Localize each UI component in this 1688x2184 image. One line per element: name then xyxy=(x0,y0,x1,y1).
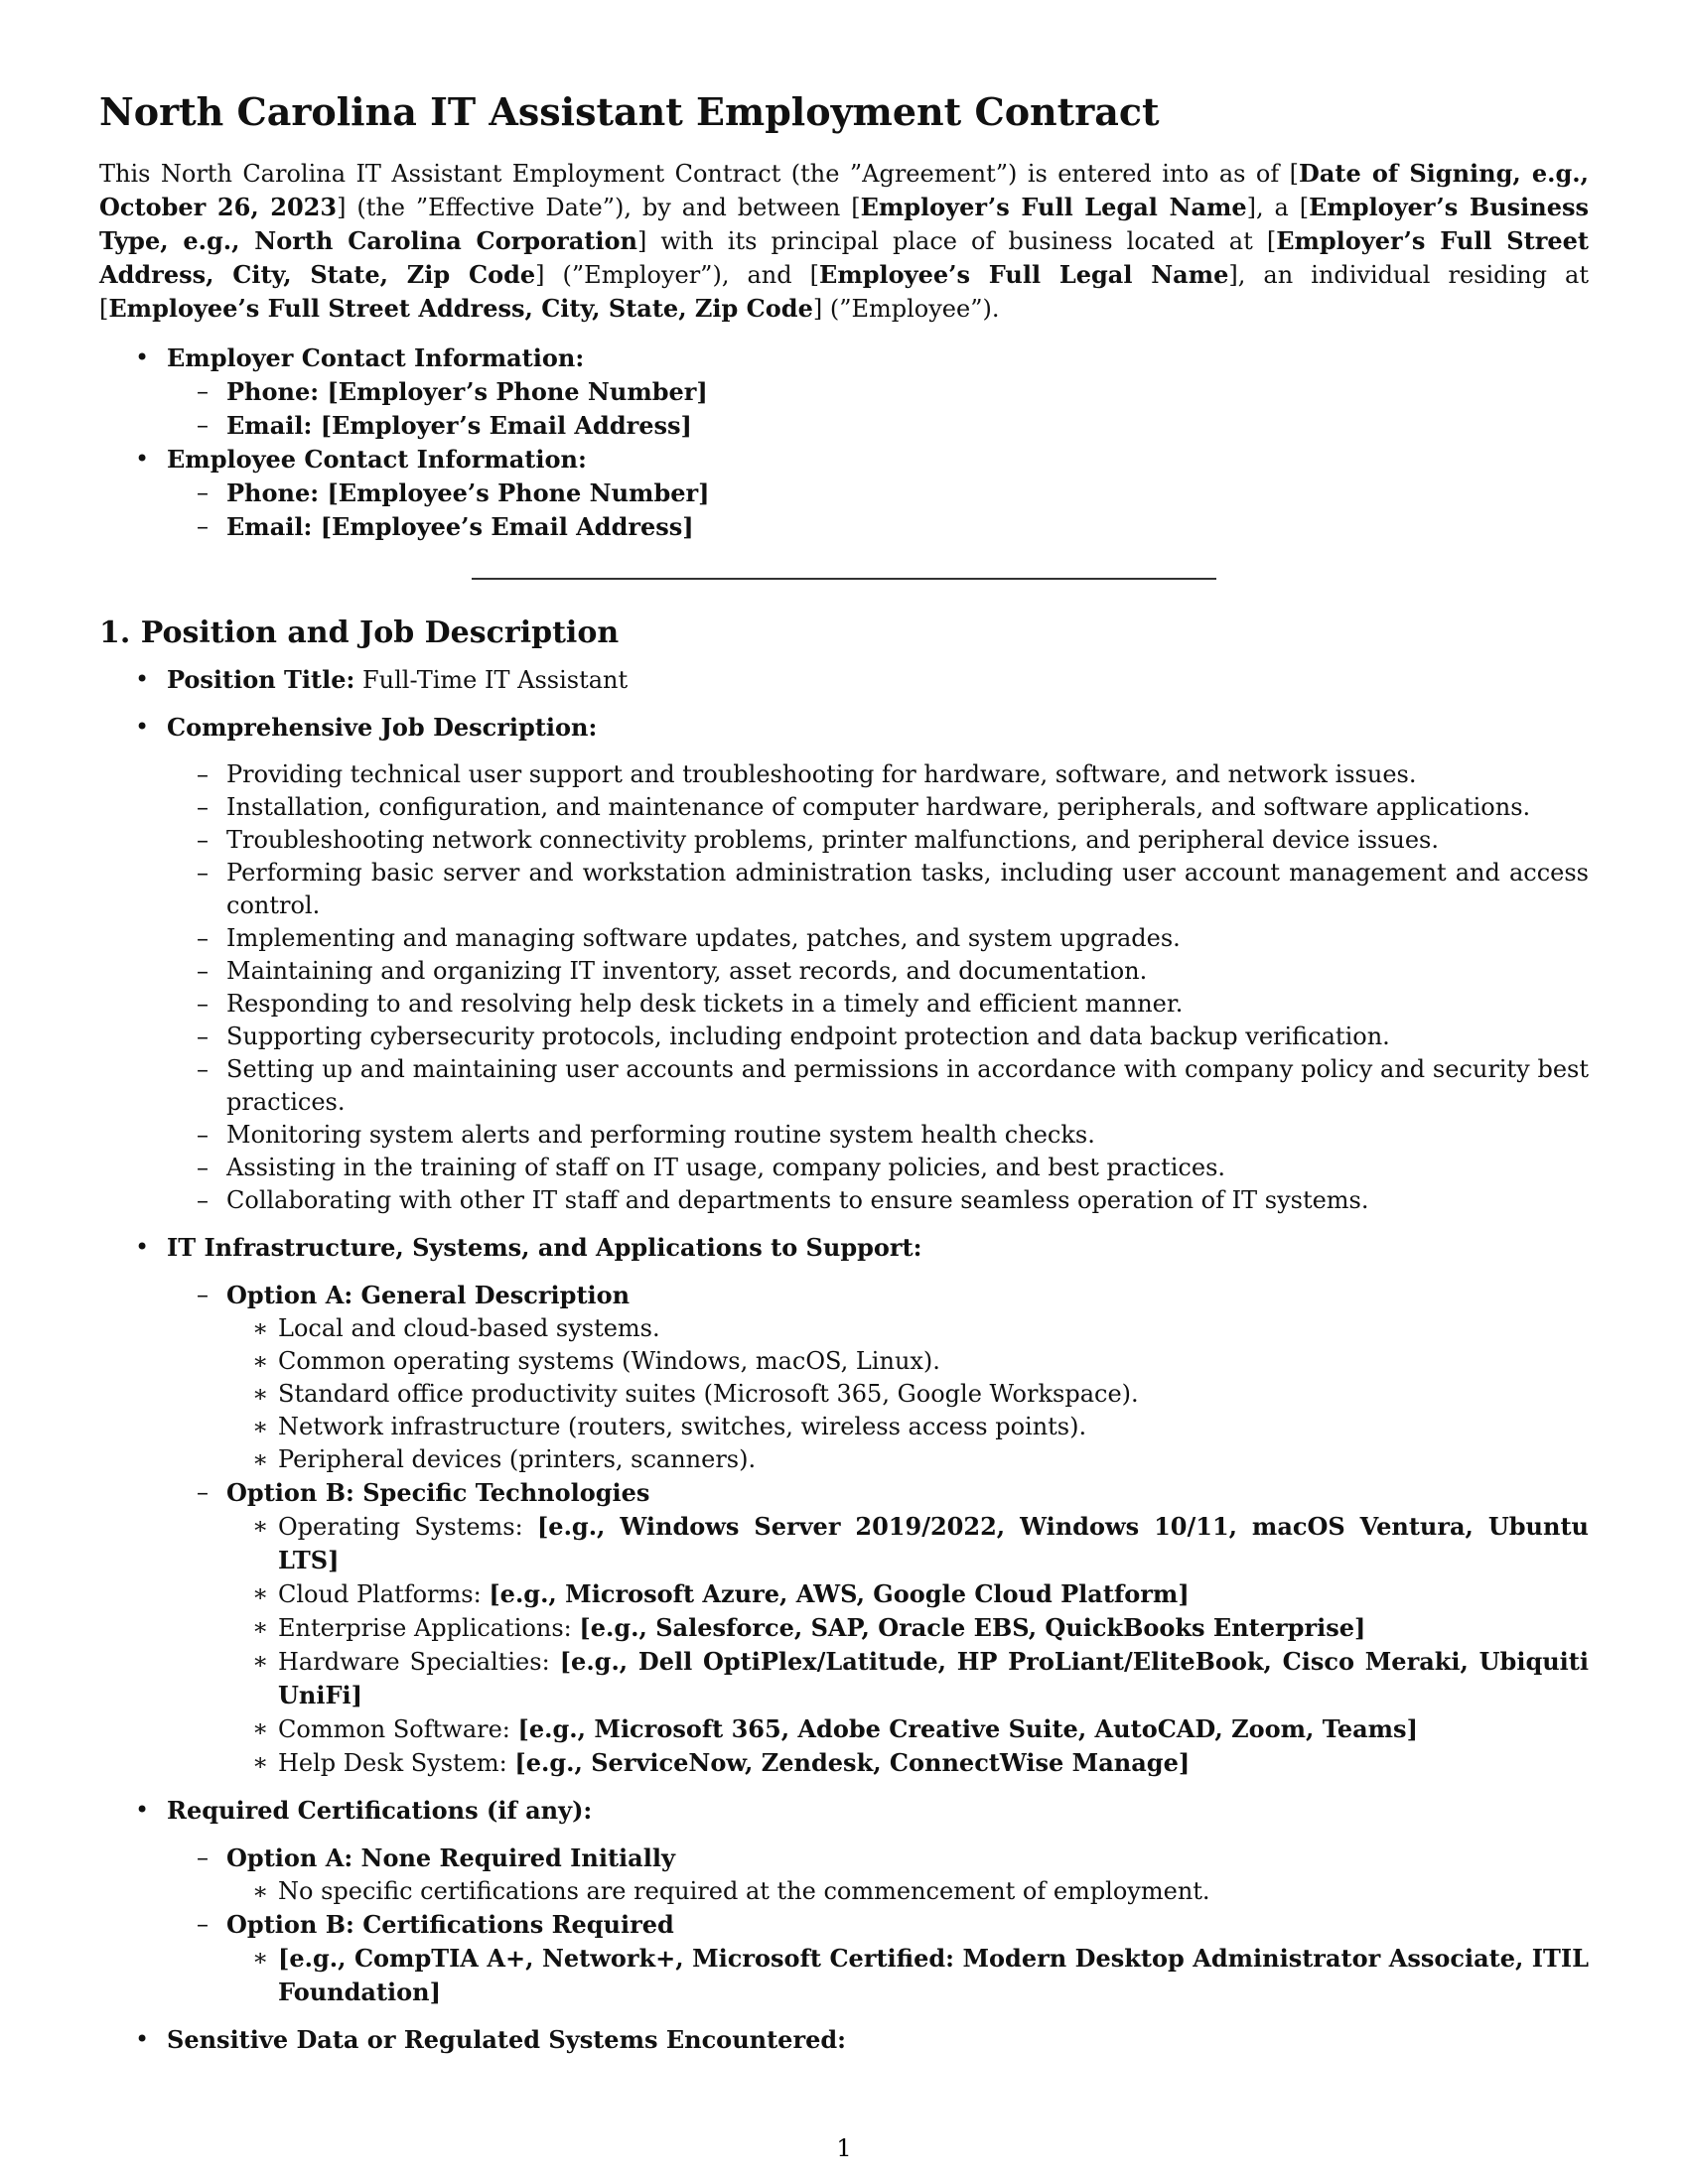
list-item xyxy=(167,1842,1589,1908)
duty-item: – Implementing and managing software updates, patches, and system upgrades. xyxy=(167,922,1589,955)
infrastructure-heading: IT Infrastructure, Systems, and Applications to Support: xyxy=(167,1233,922,1262)
intro-placeholder-employer-name: Employer’s Full Legal Name xyxy=(860,193,1247,221)
duty-item: – Providing technical user support and troubleshooting for hardware, software, and network issues. xyxy=(167,758,1589,791)
eg-prefix: e.g., xyxy=(571,1647,638,1676)
contact-info-list xyxy=(99,341,1589,544)
infra-b-value-text: Salesforce, SAP, Oracle EBS, QuickBooks Enterprise xyxy=(655,1613,1354,1642)
intro-text: ] (”Employer”), and [ xyxy=(535,261,820,289)
sensitive-data-heading: Sensitive Data or Regulated Systems Encountered: xyxy=(167,2025,846,2054)
section1-list xyxy=(99,663,1589,2057)
eg-prefix: e.g., xyxy=(525,1748,592,1777)
infra-b-value: [e.g., Microsoft 365, Adobe Creative Suite, AutoCAD, Zoom, Teams] xyxy=(517,1714,1418,1743)
job-description-heading: Comprehensive Job Description: xyxy=(167,713,598,742)
infra-b-label: Enterprise Applications: xyxy=(278,1614,580,1642)
list-item: ∗ [e.g., CompTIA A+, Network+, Microsoft Certified: Modern Desktop Administrator Associate, ITIL Foundation] xyxy=(226,1942,1589,2009)
list-item xyxy=(226,1875,1589,1908)
list-item xyxy=(167,1279,1589,1476)
duty-item: – Assisting in the training of staff on IT usage, company policies, and best practices. xyxy=(167,1152,1589,1184)
list-item xyxy=(167,409,1589,443)
infra-option-b-list xyxy=(226,1510,1589,1780)
list-item xyxy=(99,341,1589,443)
list-item xyxy=(167,510,1589,544)
duty-item: – Performing basic server and workstation administration tasks, including user account management and access control. xyxy=(167,857,1589,922)
intro-text: This North Carolina IT Assistant Employment Contract (the ”Agreement”) is entered into as of [ xyxy=(99,160,1299,188)
cert-option-b-text: e.g., CompTIA A+, Network+, Microsoft Certified: Modern Desktop Administrator Associate, ITIL Foundation xyxy=(278,1944,1589,2006)
intro-placeholder-business-type: Employer’s Business Type, e.g., North Carolina Corporation xyxy=(99,193,1590,255)
eg-prefix: e.g., xyxy=(548,1512,621,1541)
employer-contact-heading: Employer Contact Information: xyxy=(167,343,585,372)
eg-prefix: e.g., xyxy=(590,1613,656,1642)
infra-b-value-text: Dell OptiPlex/Latitude, HP ProLiant/EliteBook, Cisco Meraki, Ubiquiti UniFi xyxy=(278,1647,1589,1709)
infra-b-item xyxy=(226,1611,1589,1645)
list-item xyxy=(99,2023,1589,2057)
infra-a-item: ∗ Network infrastructure (routers, switches, wireless access points). xyxy=(226,1411,1589,1443)
intro-text: ] (the ”Effective Date”), by and between [ xyxy=(337,194,861,221)
infra-b-value: [e.g., ServiceNow, Zendesk, ConnectWise Manage] xyxy=(514,1748,1191,1777)
infra-b-value-text: Microsoft Azure, AWS, Google Cloud Platform xyxy=(565,1579,1179,1608)
certifications-heading: Required Certifications (if any): xyxy=(167,1796,593,1825)
eg-prefix: e.g., xyxy=(499,1579,566,1608)
intro-text: ], an individual residing at [ xyxy=(99,261,1590,323)
employer-email: Email: [Employer’s Email Address] xyxy=(226,411,692,440)
position-title-value: Full-Time IT Assistant xyxy=(354,666,629,694)
infra-b-value: [e.g., Microsoft Azure, AWS, Google Cloud Platform] xyxy=(489,1579,1190,1608)
infra-b-label: Help Desk System: xyxy=(278,1749,515,1777)
cert-option-a-text: No specific certifications are required at the commencement of employment. xyxy=(278,1877,1210,1905)
duty-item: – Responding to and resolving help desk tickets in a timely and efficient manner. xyxy=(167,988,1589,1021)
duty-item: – Monitoring system alerts and performing routine system health checks. xyxy=(167,1119,1589,1152)
employee-phone: Phone: [Employee’s Phone Number] xyxy=(226,478,710,507)
infra-b-value-text: ServiceNow, Zendesk, ConnectWise Manage xyxy=(591,1748,1179,1777)
intro-placeholder-date: Date of Signing, e.g., October 26, 2023 xyxy=(99,159,1589,221)
employer-phone: Phone: [Employer’s Phone Number] xyxy=(226,377,708,406)
infra-b-item xyxy=(226,1746,1589,1780)
intro-placeholder-employee-address: Employee’s Full Street Address, City, State, Zip Code xyxy=(108,294,813,323)
intro-placeholder-employer-address: Employer’s Full Street Address, City, State, Zip Code xyxy=(99,226,1589,289)
infra-a-item: ∗ Peripheral devices (printers, scanners). xyxy=(226,1443,1589,1476)
list-item xyxy=(167,375,1589,409)
infra-option-a-heading: Option A: General Description xyxy=(226,1281,631,1309)
cert-option-b-heading: Option B: Certifications Required xyxy=(226,1910,674,1939)
intro-text: ] (”Employee”). xyxy=(812,295,1000,323)
document-title: North Carolina IT Assistant Employment Contract xyxy=(99,89,1160,134)
infra-b-item xyxy=(226,1645,1589,1712)
employee-email: Email: [Employee’s Email Address] xyxy=(226,512,694,541)
intro-text: ], a [ xyxy=(1246,194,1310,221)
infra-b-item xyxy=(226,1712,1589,1746)
duty-item: – Supporting cybersecurity protocols, including endpoint protection and data backup verification. xyxy=(167,1021,1589,1053)
infra-b-label: Common Software: xyxy=(278,1715,518,1743)
infra-a-item: ∗ Standard office productivity suites (Microsoft 365, Google Workspace). xyxy=(226,1378,1589,1411)
infra-b-value: [e.g., Windows Server 2019/2022, Windows 10/11, macOS Ventura, Ubuntu LTS] xyxy=(278,1512,1589,1574)
infra-b-item xyxy=(226,1577,1589,1611)
infra-option-a-list xyxy=(226,1312,1589,1476)
duty-item: – Troubleshooting network connectivity problems, printer malfunctions, and peripheral device issues. xyxy=(167,824,1589,857)
intro-paragraph xyxy=(99,157,1589,326)
infra-option-b-heading: Option B: Specific Technologies xyxy=(226,1478,650,1507)
list-item xyxy=(99,1794,1589,2009)
infra-b-label: Cloud Platforms: xyxy=(278,1580,490,1608)
duty-item: – Collaborating with other IT staff and departments to ensure seamless operation of IT systems. xyxy=(167,1184,1589,1217)
intro-text: ] with its principal place of business located at [ xyxy=(636,227,1277,255)
infra-b-label: Operating Systems: xyxy=(278,1513,537,1541)
intro-placeholder-employee-name: Employee’s Full Legal Name xyxy=(819,260,1229,289)
infra-b-value-text: Windows Server 2019/2022, Windows 10/11, macOS Ventura, Ubuntu LTS xyxy=(278,1512,1589,1574)
employee-contact-heading: Employee Contact Information: xyxy=(167,445,587,474)
infra-a-item: ∗ Local and cloud-based systems. xyxy=(226,1312,1589,1345)
infra-b-value: [e.g., Salesforce, SAP, Oracle EBS, QuickBooks Enterprise] xyxy=(579,1613,1366,1642)
section-heading: 1. Position and Job Description xyxy=(99,615,620,650)
duty-item: – Setting up and maintaining user accounts and permissions in accordance with company policy and security best practices. xyxy=(167,1053,1589,1119)
duty-item: – Installation, configuration, and maintenance of computer hardware, peripherals, and software applications. xyxy=(167,791,1589,824)
list-item xyxy=(99,1231,1589,1780)
duties-list xyxy=(167,758,1589,1217)
document-page xyxy=(99,79,1589,2071)
list-item xyxy=(167,1476,1589,1780)
position-title-label: Position Title: xyxy=(167,665,355,694)
cert-option-a-heading: Option A: None Required Initially xyxy=(226,1843,675,1872)
infra-b-label: Hardware Specialties: xyxy=(278,1648,560,1676)
infra-b-value: [e.g., Dell OptiPlex/Latitude, HP ProLiant/EliteBook, Cisco Meraki, Ubiquiti UniFi] xyxy=(278,1647,1589,1709)
list-item xyxy=(99,663,1589,697)
page-number: 1 xyxy=(836,2134,852,2162)
list-item xyxy=(99,443,1589,544)
list-item xyxy=(167,1908,1589,2009)
infra-b-item xyxy=(226,1510,1589,1577)
infra-b-value-text: Microsoft 365, Adobe Creative Suite, AutoCAD, Zoom, Teams xyxy=(594,1714,1407,1743)
eg-prefix: e.g., xyxy=(528,1714,595,1743)
horizontal-divider xyxy=(472,578,1216,580)
list-item xyxy=(99,711,1589,1217)
infra-a-item: ∗ Common operating systems (Windows, macOS, Linux). xyxy=(226,1345,1589,1378)
duty-item: – Maintaining and organizing IT inventory, asset records, and documentation. xyxy=(167,955,1589,988)
list-item xyxy=(167,477,1589,510)
